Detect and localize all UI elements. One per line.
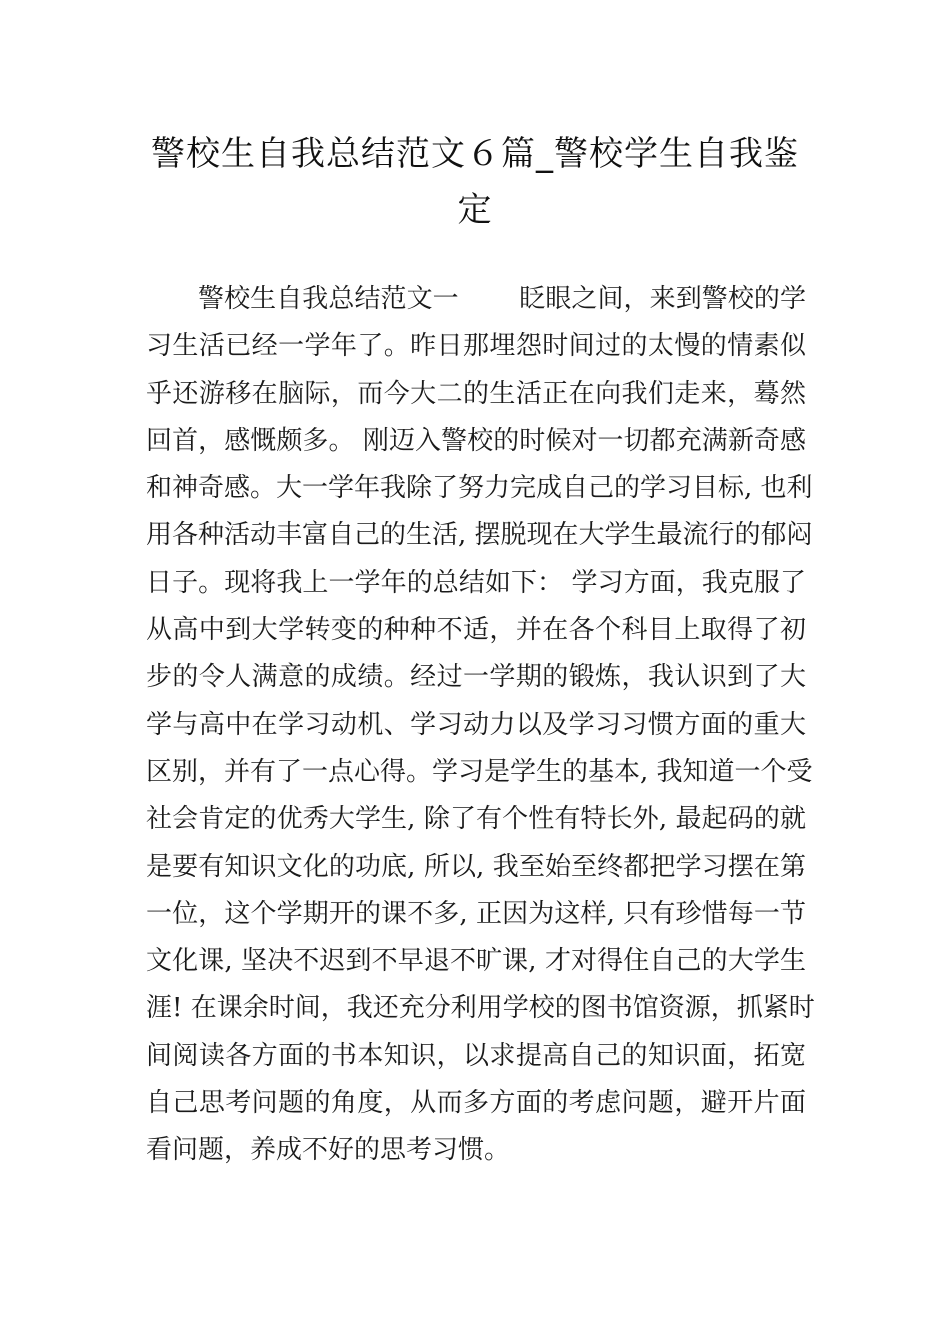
body-line: 自己思考问题的角度，从而多方面的考虑问题，避开片面: [146, 1088, 806, 1119]
body-line: 一位，这个学期开的课不多, 正因为这样, 只有珍惜每一节: [146, 898, 806, 929]
body-line: 学与高中在学习动机、学习动力以及学习习惯方面的重大: [146, 709, 806, 740]
body-line: 习生活已经一学年了。昨日那埋怨时间过的太慢的情素似: [146, 331, 806, 362]
document-body: [146, 276, 815, 1175]
body-line: 回首，感慨颇多。 刚迈入警校的时候对一切都充满新奇感: [146, 425, 806, 456]
body-line: 社会肯定的优秀大学生, 除了有个性有特长外, 最起码的就: [146, 804, 806, 835]
body-line: 涯! 在课余时间，我还充分利用学校的图书馆资源，抓紧时: [146, 993, 815, 1024]
body-line: 日子。现将我上一学年的总结如下： 学习方面，我克服了: [146, 567, 806, 598]
body-line: 看问题，养成不好的思考习惯。: [146, 1135, 511, 1166]
body-line: 用各种活动丰富自己的生活, 摆脱现在大学生最流行的郁闷: [146, 520, 813, 551]
body-line: 警校生自我总结范文一 眨眼之间，来到警校的学: [198, 284, 806, 314]
body-line: 文化课, 坚决不迟到不早退不旷课, 才对得住自己的大学生: [146, 946, 806, 977]
body-line: 区别，并有了一点心得。学习是学生的基本, 我知道一个受: [146, 756, 813, 787]
title-line: 定: [457, 190, 493, 230]
body-line: 步的令人满意的成绩。经过一学期的锻炼，我认识到了大: [146, 662, 806, 693]
body-line: 间阅读各方面的书本知识，以求提高自己的知识面，拓宽: [146, 1040, 806, 1071]
body-line: 是要有知识文化的功底, 所以, 我至始至终都把学习摆在第: [146, 851, 806, 882]
title-line: 警校生自我总结范文６篇_警校学生自我鉴: [151, 134, 799, 174]
body-line: 从高中到大学转变的种种不适，并在各个科目上取得了初: [146, 615, 806, 646]
body-line: 和神奇感。大一学年我除了努力完成自己的学习目标, 也利: [146, 473, 813, 504]
document-title: [130, 126, 820, 238]
body-line: 乎还游移在脑际，而今大二的生活正在向我们走来，蓦然: [146, 378, 806, 409]
